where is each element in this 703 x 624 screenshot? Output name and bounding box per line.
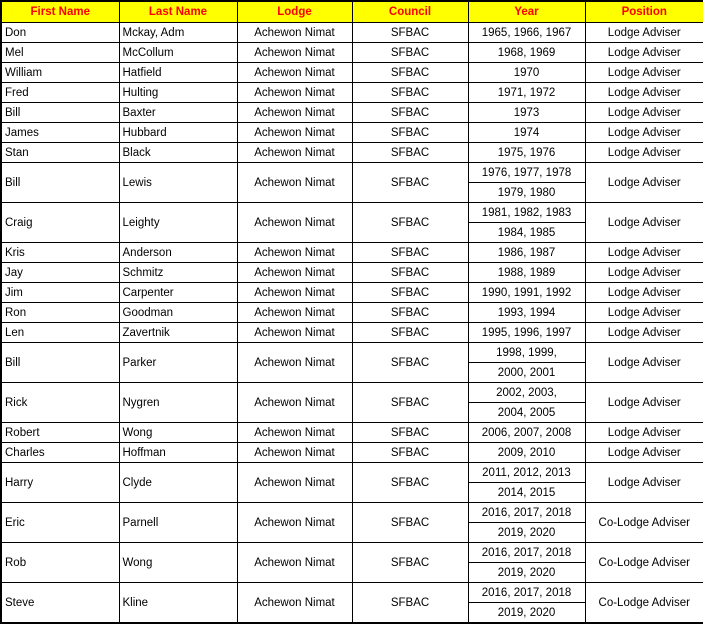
cell-first-name: Fred <box>1 83 119 103</box>
table-row <box>1 103 703 123</box>
cell-lodge: Achewon Nimat <box>237 203 352 243</box>
col-header-lodge: Lodge <box>237 1 352 23</box>
table-row <box>1 163 703 183</box>
cell-position: Lodge Adviser <box>585 103 703 123</box>
cell-council: SFBAC <box>352 263 468 283</box>
cell-lodge: Achewon Nimat <box>237 583 352 624</box>
cell-position: Co-Lodge Adviser <box>585 583 703 624</box>
cell-last-name: Nygren <box>119 383 237 423</box>
cell-lodge: Achewon Nimat <box>237 443 352 463</box>
cell-first-name: William <box>1 63 119 83</box>
cell-year: 1986, 1987 <box>468 243 585 263</box>
cell-position: Lodge Adviser <box>585 343 703 383</box>
cell-last-name: Anderson <box>119 243 237 263</box>
cell-year: 2014, 2015 <box>468 483 585 503</box>
cell-lodge: Achewon Nimat <box>237 123 352 143</box>
cell-year: 2002, 2003, <box>468 383 585 403</box>
cell-council: SFBAC <box>352 243 468 263</box>
cell-lodge: Achewon Nimat <box>237 303 352 323</box>
col-header-first-name: First Name <box>1 1 119 23</box>
cell-first-name: Eric <box>1 503 119 543</box>
cell-lodge: Achewon Nimat <box>237 343 352 383</box>
cell-year: 1968, 1969 <box>468 43 585 63</box>
cell-year: 1965, 1966, 1967 <box>468 23 585 43</box>
cell-lodge: Achewon Nimat <box>237 423 352 443</box>
cell-council: SFBAC <box>352 543 468 583</box>
cell-lodge: Achewon Nimat <box>237 463 352 503</box>
cell-lodge: Achewon Nimat <box>237 23 352 43</box>
cell-year: 1975, 1976 <box>468 143 585 163</box>
cell-last-name: Mckay, Adm <box>119 23 237 43</box>
table-row <box>1 443 703 463</box>
cell-position: Lodge Adviser <box>585 383 703 423</box>
cell-last-name: Hatfield <box>119 63 237 83</box>
table-row <box>1 63 703 83</box>
cell-first-name: Len <box>1 323 119 343</box>
cell-first-name: Jay <box>1 263 119 283</box>
cell-council: SFBAC <box>352 123 468 143</box>
cell-last-name: Kline <box>119 583 237 624</box>
cell-year: 2004, 2005 <box>468 403 585 423</box>
cell-council: SFBAC <box>352 463 468 503</box>
cell-lodge: Achewon Nimat <box>237 43 352 63</box>
cell-first-name: Mel <box>1 43 119 63</box>
cell-lodge: Achewon Nimat <box>237 323 352 343</box>
cell-council: SFBAC <box>352 443 468 463</box>
cell-year: 2019, 2020 <box>468 563 585 583</box>
table-row <box>1 323 703 343</box>
cell-year: 2016, 2017, 2018 <box>468 583 585 603</box>
cell-year: 1984, 1985 <box>468 223 585 243</box>
cell-last-name: Lewis <box>119 163 237 203</box>
cell-first-name: Craig <box>1 203 119 243</box>
cell-first-name: Don <box>1 23 119 43</box>
cell-lodge: Achewon Nimat <box>237 163 352 203</box>
cell-year: 1993, 1994 <box>468 303 585 323</box>
cell-last-name: McCollum <box>119 43 237 63</box>
cell-position: Lodge Adviser <box>585 23 703 43</box>
cell-first-name: Steve <box>1 583 119 624</box>
cell-position: Lodge Adviser <box>585 323 703 343</box>
col-header-council: Council <box>352 1 468 23</box>
cell-first-name: Rob <box>1 543 119 583</box>
cell-position: Lodge Adviser <box>585 283 703 303</box>
cell-council: SFBAC <box>352 303 468 323</box>
cell-last-name: Zavertnik <box>119 323 237 343</box>
cell-last-name: Wong <box>119 543 237 583</box>
table-row <box>1 123 703 143</box>
cell-year: 1973 <box>468 103 585 123</box>
cell-last-name: Parnell <box>119 503 237 543</box>
cell-first-name: Bill <box>1 163 119 203</box>
col-header-position: Position <box>585 1 703 23</box>
table-row <box>1 303 703 323</box>
cell-year: 1998, 1999, <box>468 343 585 363</box>
cell-lodge: Achewon Nimat <box>237 63 352 83</box>
cell-first-name: Stan <box>1 143 119 163</box>
cell-year: 2006, 2007, 2008 <box>468 423 585 443</box>
cell-last-name: Leighty <box>119 203 237 243</box>
cell-last-name: Hulting <box>119 83 237 103</box>
table-row <box>1 283 703 303</box>
cell-last-name: Schmitz <box>119 263 237 283</box>
cell-position: Lodge Adviser <box>585 83 703 103</box>
cell-position: Lodge Adviser <box>585 423 703 443</box>
cell-year: 1971, 1972 <box>468 83 585 103</box>
cell-last-name: Hoffman <box>119 443 237 463</box>
cell-year: 1981, 1982, 1983 <box>468 203 585 223</box>
cell-lodge: Achewon Nimat <box>237 503 352 543</box>
cell-council: SFBAC <box>352 83 468 103</box>
cell-lodge: Achewon Nimat <box>237 83 352 103</box>
cell-lodge: Achewon Nimat <box>237 263 352 283</box>
cell-lodge: Achewon Nimat <box>237 103 352 123</box>
cell-first-name: Bill <box>1 103 119 123</box>
cell-position: Lodge Adviser <box>585 143 703 163</box>
col-header-year: Year <box>468 1 585 23</box>
cell-council: SFBAC <box>352 43 468 63</box>
table-row <box>1 203 703 223</box>
cell-position: Lodge Adviser <box>585 443 703 463</box>
cell-position: Co-Lodge Adviser <box>585 543 703 583</box>
cell-year: 2011, 2012, 2013 <box>468 463 585 483</box>
cell-position: Lodge Adviser <box>585 43 703 63</box>
cell-last-name: Wong <box>119 423 237 443</box>
cell-position: Co-Lodge Adviser <box>585 503 703 543</box>
table-row <box>1 143 703 163</box>
cell-year: 1974 <box>468 123 585 143</box>
cell-council: SFBAC <box>352 503 468 543</box>
cell-last-name: Black <box>119 143 237 163</box>
cell-council: SFBAC <box>352 163 468 203</box>
cell-last-name: Parker <box>119 343 237 383</box>
cell-year: 2016, 2017, 2018 <box>468 543 585 563</box>
cell-council: SFBAC <box>352 283 468 303</box>
cell-position: Lodge Adviser <box>585 243 703 263</box>
table-row <box>1 83 703 103</box>
cell-lodge: Achewon Nimat <box>237 283 352 303</box>
col-header-last-name: Last Name <box>119 1 237 23</box>
cell-council: SFBAC <box>352 23 468 43</box>
table-row <box>1 583 703 603</box>
cell-last-name: Clyde <box>119 463 237 503</box>
table-header <box>1 1 703 23</box>
table-row <box>1 23 703 43</box>
cell-position: Lodge Adviser <box>585 163 703 203</box>
cell-year: 1990, 1991, 1992 <box>468 283 585 303</box>
cell-first-name: Robert <box>1 423 119 443</box>
cell-first-name: Charles <box>1 443 119 463</box>
cell-year: 1976, 1977, 1978 <box>468 163 585 183</box>
table-row <box>1 503 703 523</box>
cell-position: Lodge Adviser <box>585 463 703 503</box>
cell-lodge: Achewon Nimat <box>237 143 352 163</box>
table-body <box>1 23 703 624</box>
cell-last-name: Hubbard <box>119 123 237 143</box>
cell-first-name: Bill <box>1 343 119 383</box>
cell-year: 2019, 2020 <box>468 603 585 624</box>
table-row <box>1 263 703 283</box>
table-row <box>1 383 703 403</box>
cell-position: Lodge Adviser <box>585 203 703 243</box>
cell-council: SFBAC <box>352 323 468 343</box>
table-row <box>1 543 703 563</box>
cell-council: SFBAC <box>352 583 468 624</box>
cell-year: 1995, 1996, 1997 <box>468 323 585 343</box>
cell-last-name: Baxter <box>119 103 237 123</box>
cell-first-name: James <box>1 123 119 143</box>
cell-last-name: Goodman <box>119 303 237 323</box>
cell-position: Lodge Adviser <box>585 123 703 143</box>
cell-position: Lodge Adviser <box>585 63 703 83</box>
table-row <box>1 343 703 363</box>
cell-year: 2000, 2001 <box>468 363 585 383</box>
cell-council: SFBAC <box>352 143 468 163</box>
cell-last-name: Carpenter <box>119 283 237 303</box>
cell-lodge: Achewon Nimat <box>237 383 352 423</box>
cell-first-name: Kris <box>1 243 119 263</box>
cell-position: Lodge Adviser <box>585 303 703 323</box>
cell-council: SFBAC <box>352 423 468 443</box>
cell-year: 1988, 1989 <box>468 263 585 283</box>
cell-council: SFBAC <box>352 203 468 243</box>
table-row <box>1 463 703 483</box>
cell-first-name: Ron <box>1 303 119 323</box>
cell-year: 2019, 2020 <box>468 523 585 543</box>
cell-lodge: Achewon Nimat <box>237 243 352 263</box>
cell-lodge: Achewon Nimat <box>237 543 352 583</box>
cell-council: SFBAC <box>352 103 468 123</box>
table-row <box>1 423 703 443</box>
table-row <box>1 43 703 63</box>
cell-first-name: Rick <box>1 383 119 423</box>
cell-council: SFBAC <box>352 383 468 423</box>
cell-first-name: Jim <box>1 283 119 303</box>
cell-position: Lodge Adviser <box>585 263 703 283</box>
cell-year: 2009, 2010 <box>468 443 585 463</box>
cell-year: 1970 <box>468 63 585 83</box>
cell-council: SFBAC <box>352 63 468 83</box>
cell-first-name: Harry <box>1 463 119 503</box>
cell-council: SFBAC <box>352 343 468 383</box>
table-row <box>1 243 703 263</box>
cell-year: 1979, 1980 <box>468 183 585 203</box>
header-row <box>1 1 703 23</box>
cell-year: 2016, 2017, 2018 <box>468 503 585 523</box>
